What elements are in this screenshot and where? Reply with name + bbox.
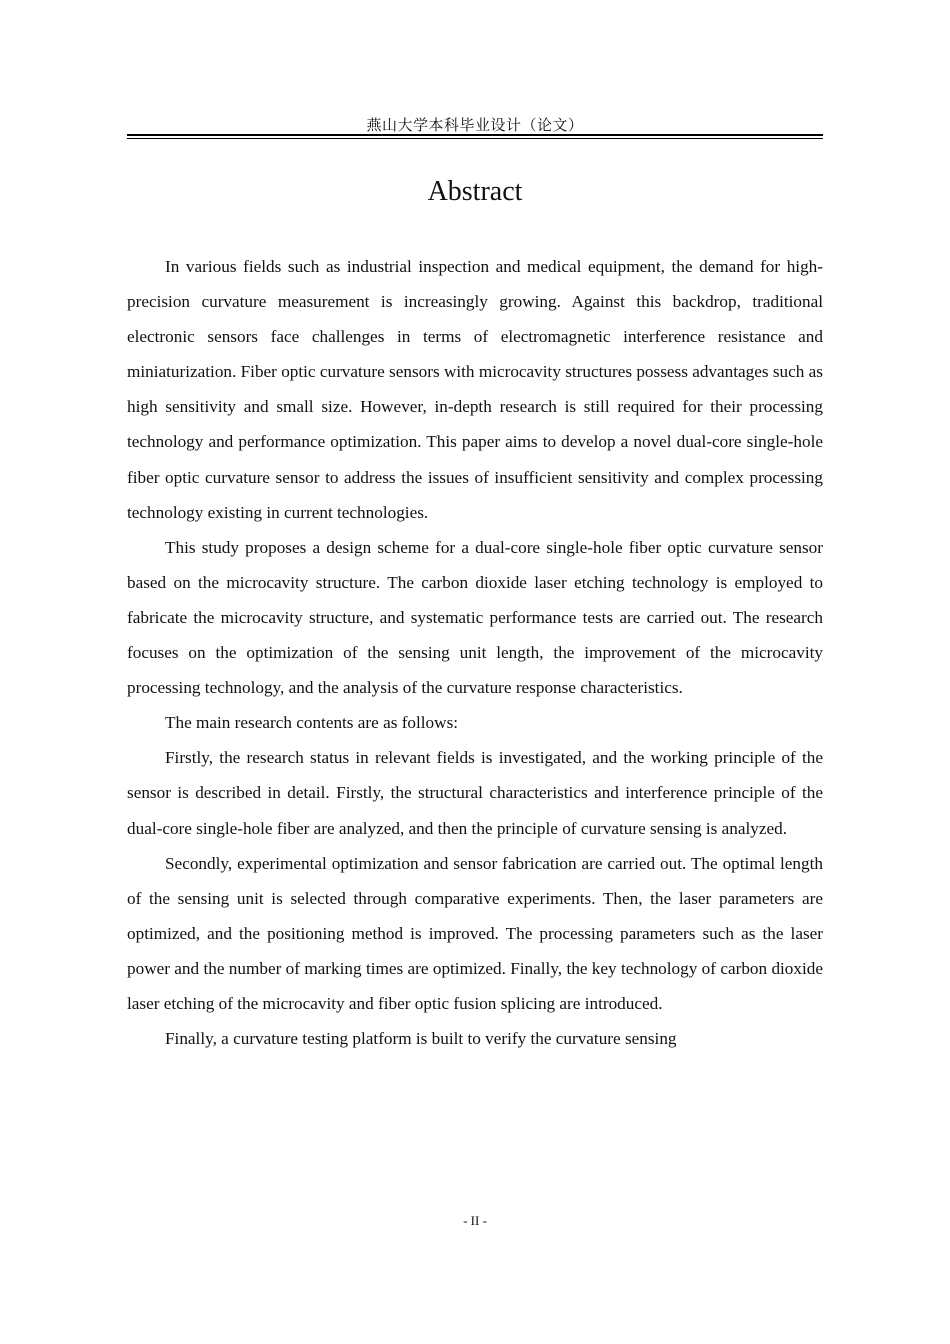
abstract-title: Abstract: [427, 176, 523, 207]
paragraph: Firstly, the research status in relevant fields is investigated, and the working principle of the sensor is described in detail. Firstly, the structural characteristics and interference principle of the dual-core single-hole fiber are analyzed, and then the principle of curvature sensing is analyzed.: [127, 748, 823, 838]
paragraph: Secondly, experimental optimization and sensor fabrication are carried out. The optimal length of the sensing unit is selected through comparative experiments. Then, the laser parameters are optimized, and the positioning method is improved. The processing parameters such as the laser power and the number of marking times are optimized. Finally, the key technology of carbon dioxide laser etching of the microcavity and fiber optic fusion splicing are introduced.: [127, 853, 823, 1013]
page-header: 燕山大学本科毕业设计（论文）: [366, 118, 584, 134]
paragraph: The main research contents are as follows:: [165, 713, 459, 733]
header-rule-thin: [127, 138, 823, 139]
abstract-body: [127, 249, 823, 1056]
paragraph: This study proposes a design scheme for a dual-core single-hole fiber optic curvature sensor based on the microcavity structure. The carbon dioxide laser etching technology is employed to fabricate the microcavity structure, and systematic performance tests are carried out. The research focuses on the optimization of the sensing unit length, the improvement of the microcavity processing technology, and the analysis of the curvature response characteristics.: [127, 537, 823, 698]
paragraph: Finally, a curvature testing platform is built to verify the curvature sensing: [165, 1029, 677, 1049]
page-number: - II -: [463, 1213, 487, 1228]
paragraph: In various fields such as industrial inspection and medical equipment, the demand for high-precision curvature measurement is increasingly growing. Against this backdrop, traditional electronic sensors face challenges in terms of electromagnetic interference resistance and miniaturization. Fiber optic curvature sensors with microcavity structures possess advantages such as high sensitivity and small size. However, in-depth research is still required for their processing technology and performance optimization. This paper aims to develop a novel dual-core single-hole fiber optic curvature sensor to address the issues of insufficient sensitivity and complex processing technology existing in current technologies.: [127, 257, 823, 522]
header-rule-thick: [127, 134, 823, 136]
